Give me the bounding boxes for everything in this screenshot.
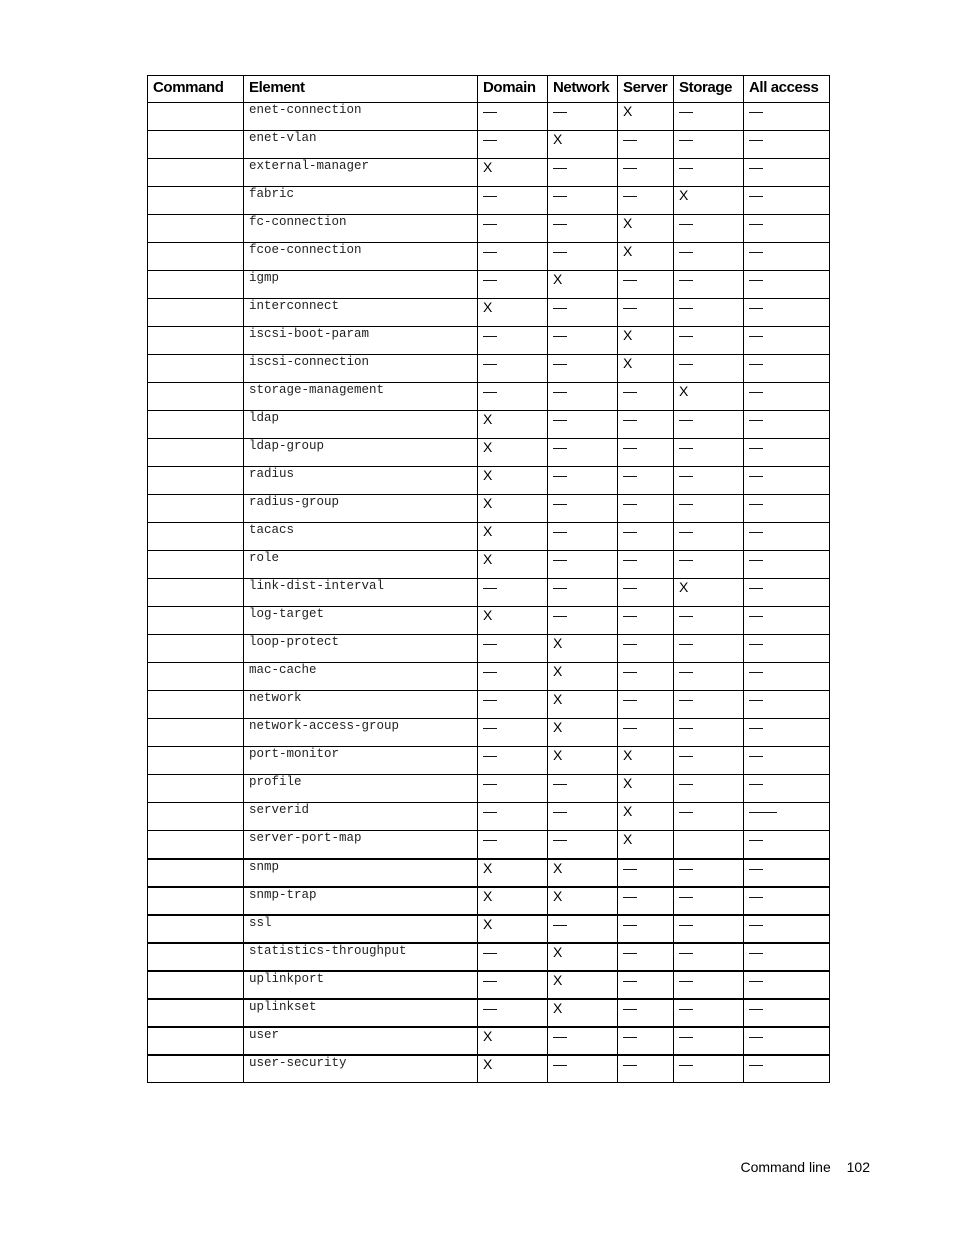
cell-storage: —	[674, 887, 744, 915]
cell-domain: —	[478, 187, 548, 215]
table-row	[148, 495, 830, 523]
cell-command	[148, 943, 244, 971]
cell-command	[148, 439, 244, 467]
cell-storage: —	[674, 159, 744, 187]
cell-network: —	[548, 243, 618, 271]
cell-command	[148, 1027, 244, 1055]
cell-network: —	[548, 607, 618, 635]
cell-domain: —	[478, 943, 548, 971]
cell-all-access: —	[744, 999, 830, 1027]
cell-element: external-manager	[244, 159, 478, 187]
cell-element: igmp	[244, 271, 478, 299]
cell-command	[148, 635, 244, 663]
table-row	[148, 943, 830, 971]
cell-command	[148, 215, 244, 243]
cell-command	[148, 999, 244, 1027]
cell-all-access: —	[744, 747, 830, 775]
table-row	[148, 1027, 830, 1055]
cell-all-access: —	[744, 579, 830, 607]
cell-server: —	[618, 999, 674, 1027]
cell-domain: X	[478, 467, 548, 495]
cell-network: X	[548, 691, 618, 719]
cell-server: X	[618, 103, 674, 131]
cell-server: —	[618, 523, 674, 551]
table-row	[148, 971, 830, 999]
table-row	[148, 103, 830, 131]
cell-domain: —	[478, 971, 548, 999]
cell-network: —	[548, 775, 618, 803]
table-row	[148, 383, 830, 411]
cell-command	[148, 579, 244, 607]
cell-command	[148, 131, 244, 159]
cell-storage: —	[674, 719, 744, 747]
table-row	[148, 719, 830, 747]
cell-network: —	[548, 467, 618, 495]
cell-server: —	[618, 187, 674, 215]
cell-all-access: —	[744, 215, 830, 243]
cell-command	[148, 355, 244, 383]
cell-command	[148, 831, 244, 859]
cell-all-access: —	[744, 439, 830, 467]
cell-server: —	[618, 887, 674, 915]
cell-element: radius-group	[244, 495, 478, 523]
cell-domain: —	[478, 663, 548, 691]
cell-network: X	[548, 663, 618, 691]
cell-network: —	[548, 159, 618, 187]
cell-server: —	[618, 943, 674, 971]
cell-command	[148, 495, 244, 523]
cell-storage: —	[674, 803, 744, 831]
cell-network: X	[548, 999, 618, 1027]
cell-server: —	[618, 551, 674, 579]
cell-storage	[674, 831, 744, 859]
cell-storage: —	[674, 215, 744, 243]
cell-storage: —	[674, 243, 744, 271]
cell-network: —	[548, 383, 618, 411]
cell-all-access: —	[744, 607, 830, 635]
cell-storage: —	[674, 131, 744, 159]
cell-storage: —	[674, 299, 744, 327]
cell-element: uplinkport	[244, 971, 478, 999]
cell-network: —	[548, 523, 618, 551]
cell-network: —	[548, 579, 618, 607]
table-row	[148, 467, 830, 495]
cell-all-access: ——	[744, 803, 830, 831]
cell-all-access: —	[744, 383, 830, 411]
table-row	[148, 187, 830, 215]
cell-element: uplinkset	[244, 999, 478, 1027]
cell-network: —	[548, 803, 618, 831]
table-row	[148, 299, 830, 327]
cell-all-access: —	[744, 243, 830, 271]
cell-all-access: —	[744, 859, 830, 887]
cell-server: —	[618, 579, 674, 607]
cell-command	[148, 971, 244, 999]
cell-storage: —	[674, 943, 744, 971]
cell-network: —	[548, 831, 618, 859]
table-row	[148, 915, 830, 943]
header-server: Server	[618, 76, 674, 103]
cell-storage: —	[674, 327, 744, 355]
cell-command	[148, 243, 244, 271]
cell-element: iscsi-connection	[244, 355, 478, 383]
cell-server: —	[618, 411, 674, 439]
header-element: Element	[244, 76, 478, 103]
cell-element: user-security	[244, 1055, 478, 1083]
cell-all-access: —	[744, 831, 830, 859]
cell-all-access: —	[744, 915, 830, 943]
cell-all-access: —	[744, 187, 830, 215]
cell-storage: X	[674, 579, 744, 607]
page-number: 102	[846, 1159, 870, 1175]
cell-element: log-target	[244, 607, 478, 635]
cell-command	[148, 1055, 244, 1083]
cell-domain: X	[478, 411, 548, 439]
cell-element: fc-connection	[244, 215, 478, 243]
header-network: Network	[548, 76, 618, 103]
cell-all-access: —	[744, 971, 830, 999]
cell-all-access: —	[744, 775, 830, 803]
cell-network: X	[548, 635, 618, 663]
cell-server: —	[618, 131, 674, 159]
cell-domain: X	[478, 495, 548, 523]
cell-command	[148, 607, 244, 635]
cell-all-access: —	[744, 635, 830, 663]
cell-domain: —	[478, 327, 548, 355]
cell-element: serverid	[244, 803, 478, 831]
cell-element: server-port-map	[244, 831, 478, 859]
cell-storage: —	[674, 523, 744, 551]
cell-all-access: —	[744, 1027, 830, 1055]
cell-network: —	[548, 103, 618, 131]
cell-server: —	[618, 299, 674, 327]
cell-command	[148, 859, 244, 887]
cell-all-access: —	[744, 159, 830, 187]
cell-command	[148, 803, 244, 831]
cell-command	[148, 719, 244, 747]
cell-server: —	[618, 859, 674, 887]
cell-storage: —	[674, 971, 744, 999]
cell-server: —	[618, 971, 674, 999]
cell-element: statistics-throughput	[244, 943, 478, 971]
cell-domain: X	[478, 859, 548, 887]
cell-domain: —	[478, 635, 548, 663]
cell-element: interconnect	[244, 299, 478, 327]
cell-all-access: —	[744, 523, 830, 551]
cell-server: X	[618, 215, 674, 243]
cell-element: ldap-group	[244, 439, 478, 467]
table-row	[148, 243, 830, 271]
cell-domain: —	[478, 747, 548, 775]
cell-network: —	[548, 495, 618, 523]
cell-domain: —	[478, 355, 548, 383]
table-header-row	[148, 76, 830, 103]
cell-storage: —	[674, 495, 744, 523]
cell-element: iscsi-boot-param	[244, 327, 478, 355]
cell-server: X	[618, 747, 674, 775]
cell-element: ldap	[244, 411, 478, 439]
cell-network: —	[548, 187, 618, 215]
cell-server: X	[618, 775, 674, 803]
cell-server: —	[618, 663, 674, 691]
cell-storage: —	[674, 1055, 744, 1083]
cell-storage: —	[674, 551, 744, 579]
cell-storage: —	[674, 467, 744, 495]
cell-domain: X	[478, 1027, 548, 1055]
cell-all-access: —	[744, 299, 830, 327]
cell-element: ssl	[244, 915, 478, 943]
cell-all-access: —	[744, 467, 830, 495]
cell-storage: —	[674, 915, 744, 943]
cell-network: X	[548, 943, 618, 971]
cell-storage: —	[674, 775, 744, 803]
cell-server: —	[618, 607, 674, 635]
cell-network: X	[548, 971, 618, 999]
table-row	[148, 999, 830, 1027]
cell-storage: —	[674, 635, 744, 663]
table-row	[148, 523, 830, 551]
table-row	[148, 691, 830, 719]
cell-command	[148, 663, 244, 691]
cell-network: X	[548, 887, 618, 915]
cell-command	[148, 747, 244, 775]
cell-all-access: —	[744, 663, 830, 691]
cell-element: loop-protect	[244, 635, 478, 663]
cell-storage: —	[674, 663, 744, 691]
table-body	[148, 103, 830, 1083]
cell-command	[148, 551, 244, 579]
cell-command	[148, 383, 244, 411]
table-row	[148, 131, 830, 159]
cell-command	[148, 915, 244, 943]
cell-domain: —	[478, 719, 548, 747]
cell-server: X	[618, 803, 674, 831]
cell-all-access: —	[744, 495, 830, 523]
cell-network: X	[548, 859, 618, 887]
cell-command	[148, 523, 244, 551]
cell-command	[148, 691, 244, 719]
cell-domain: X	[478, 551, 548, 579]
cell-all-access: —	[744, 355, 830, 383]
cell-server: X	[618, 355, 674, 383]
table-row	[148, 1055, 830, 1083]
cell-network: —	[548, 215, 618, 243]
cell-all-access: —	[744, 327, 830, 355]
cell-network: —	[548, 355, 618, 383]
cell-command	[148, 775, 244, 803]
permissions-table	[147, 75, 830, 1083]
cell-server: X	[618, 243, 674, 271]
table-row	[148, 271, 830, 299]
cell-domain: X	[478, 299, 548, 327]
table-row	[148, 579, 830, 607]
cell-network: —	[548, 1027, 618, 1055]
cell-domain: X	[478, 523, 548, 551]
table-row	[148, 607, 830, 635]
cell-element: enet-connection	[244, 103, 478, 131]
cell-storage: —	[674, 1027, 744, 1055]
cell-server: —	[618, 719, 674, 747]
cell-domain: —	[478, 103, 548, 131]
table-row	[148, 635, 830, 663]
cell-command	[148, 159, 244, 187]
cell-element: snmp-trap	[244, 887, 478, 915]
cell-element: user	[244, 1027, 478, 1055]
cell-command	[148, 411, 244, 439]
table-row	[148, 775, 830, 803]
header-all-access: All access	[744, 76, 830, 103]
cell-storage: —	[674, 411, 744, 439]
cell-domain: —	[478, 243, 548, 271]
cell-network: —	[548, 299, 618, 327]
cell-domain: X	[478, 915, 548, 943]
page-footer	[740, 1159, 870, 1175]
cell-all-access: —	[744, 887, 830, 915]
cell-server: X	[618, 831, 674, 859]
cell-command	[148, 103, 244, 131]
cell-server: —	[618, 495, 674, 523]
table-row	[148, 215, 830, 243]
cell-server: —	[618, 159, 674, 187]
cell-domain: X	[478, 159, 548, 187]
table-row	[148, 859, 830, 887]
header-command: Command	[148, 76, 244, 103]
cell-all-access: —	[744, 411, 830, 439]
table-row	[148, 663, 830, 691]
cell-storage: X	[674, 383, 744, 411]
cell-server: —	[618, 1055, 674, 1083]
cell-server: —	[618, 383, 674, 411]
cell-storage: X	[674, 187, 744, 215]
cell-all-access: —	[744, 691, 830, 719]
table-row	[148, 887, 830, 915]
cell-storage: —	[674, 747, 744, 775]
cell-domain: —	[478, 999, 548, 1027]
cell-server: —	[618, 635, 674, 663]
cell-element: fabric	[244, 187, 478, 215]
cell-all-access: —	[744, 131, 830, 159]
cell-storage: —	[674, 271, 744, 299]
cell-command	[148, 327, 244, 355]
cell-all-access: —	[744, 103, 830, 131]
cell-element: mac-cache	[244, 663, 478, 691]
cell-storage: —	[674, 439, 744, 467]
cell-element: tacacs	[244, 523, 478, 551]
cell-all-access: —	[744, 1055, 830, 1083]
cell-server: —	[618, 691, 674, 719]
table-row	[148, 355, 830, 383]
footer-section-title: Command line	[740, 1159, 831, 1175]
table-row	[148, 159, 830, 187]
cell-element: storage-management	[244, 383, 478, 411]
cell-storage: —	[674, 691, 744, 719]
cell-all-access: —	[744, 271, 830, 299]
cell-domain: X	[478, 887, 548, 915]
cell-domain: —	[478, 579, 548, 607]
table-row	[148, 551, 830, 579]
table-row	[148, 831, 830, 859]
cell-element: fcoe-connection	[244, 243, 478, 271]
cell-all-access: —	[744, 719, 830, 747]
cell-storage: —	[674, 859, 744, 887]
cell-element: port-monitor	[244, 747, 478, 775]
table-row	[148, 411, 830, 439]
cell-command	[148, 299, 244, 327]
cell-server: —	[618, 915, 674, 943]
cell-network: —	[548, 915, 618, 943]
cell-network: —	[548, 551, 618, 579]
cell-network: X	[548, 131, 618, 159]
cell-element: role	[244, 551, 478, 579]
cell-server: —	[618, 271, 674, 299]
cell-element: link-dist-interval	[244, 579, 478, 607]
cell-storage: —	[674, 103, 744, 131]
cell-server: —	[618, 439, 674, 467]
table-row	[148, 803, 830, 831]
cell-domain: —	[478, 131, 548, 159]
cell-command	[148, 187, 244, 215]
table-row	[148, 747, 830, 775]
cell-server: —	[618, 467, 674, 495]
cell-network: X	[548, 271, 618, 299]
cell-command	[148, 271, 244, 299]
cell-domain: X	[478, 607, 548, 635]
cell-domain: X	[478, 439, 548, 467]
cell-domain: —	[478, 803, 548, 831]
cell-server: —	[618, 1027, 674, 1055]
cell-domain: X	[478, 1055, 548, 1083]
cell-network: X	[548, 719, 618, 747]
cell-all-access: —	[744, 943, 830, 971]
cell-network: —	[548, 327, 618, 355]
cell-element: radius	[244, 467, 478, 495]
cell-domain: —	[478, 775, 548, 803]
table-row	[148, 327, 830, 355]
cell-server: X	[618, 327, 674, 355]
cell-command	[148, 467, 244, 495]
cell-domain: —	[478, 215, 548, 243]
cell-element: network-access-group	[244, 719, 478, 747]
cell-element: enet-vlan	[244, 131, 478, 159]
cell-domain: —	[478, 831, 548, 859]
cell-storage: —	[674, 999, 744, 1027]
cell-network: X	[548, 747, 618, 775]
header-domain: Domain	[478, 76, 548, 103]
cell-all-access: —	[744, 551, 830, 579]
cell-domain: —	[478, 271, 548, 299]
cell-command	[148, 887, 244, 915]
cell-network: —	[548, 411, 618, 439]
header-storage: Storage	[674, 76, 744, 103]
cell-domain: —	[478, 691, 548, 719]
cell-storage: —	[674, 607, 744, 635]
cell-domain: —	[478, 383, 548, 411]
cell-element: snmp	[244, 859, 478, 887]
cell-network: —	[548, 1055, 618, 1083]
cell-element: network	[244, 691, 478, 719]
table-row	[148, 439, 830, 467]
cell-element: profile	[244, 775, 478, 803]
cell-storage: —	[674, 355, 744, 383]
cell-network: —	[548, 439, 618, 467]
